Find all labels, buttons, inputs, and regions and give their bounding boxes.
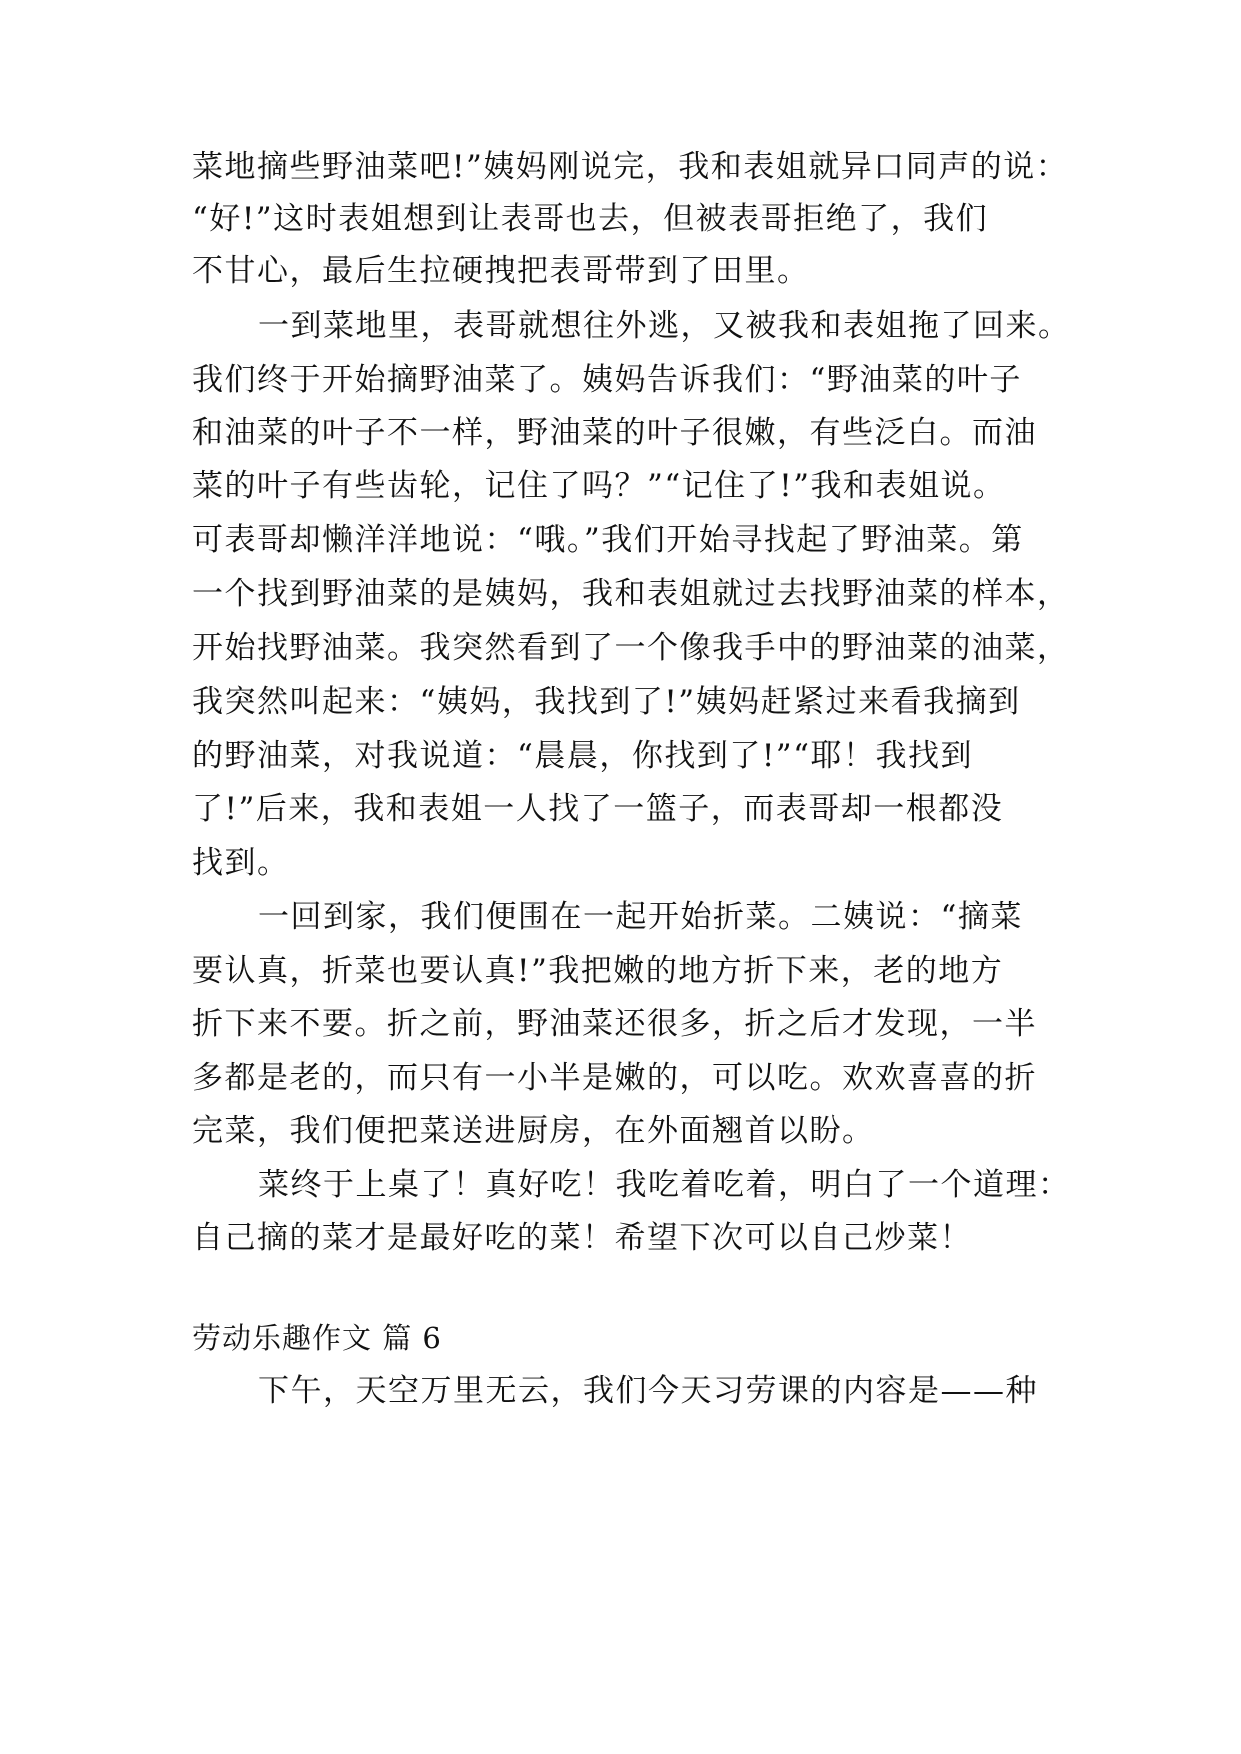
text-line: 折下来不要。折之前，野油菜还很多，折之后才发现，一半 xyxy=(192,1006,1037,1042)
paragraph-first-line: 下午，天空万里无云，我们今天习劳课的内容是——种 xyxy=(258,1373,1038,1409)
text-line: 开始找野油菜。我突然看到了一个像我手中的野油菜的油菜， xyxy=(192,630,1070,666)
text-line: 我们终于开始摘野油菜了。姨妈告诉我们：“野油菜的叶子 xyxy=(192,362,1022,398)
text-line: 自己摘的菜才是最好吃的菜！希望下次可以自己炒菜！ xyxy=(192,1220,972,1256)
text-line: 菜的叶子有些齿轮，记住了吗？”“记住了!”我和表姐说。 xyxy=(192,468,1006,504)
text-line: 的野油菜，对我说道：“晨晨，你找到了!”“耶！我找到 xyxy=(192,738,973,774)
text-line: 多都是老的，而只有一小半是嫩的，可以吃。欢欢喜喜的折 xyxy=(192,1060,1037,1096)
section-title: 劳动乐趣作文 篇 6 xyxy=(192,1321,442,1355)
paragraph-first-line: 菜终于上桌了！真好吃！我吃着吃着，明白了一个道理： xyxy=(258,1167,1071,1203)
paragraph-first-line: 一回到家，我们便围在一起开始折菜。二姨说：“摘菜 xyxy=(258,899,1023,935)
paragraph-first-line: 一到菜地里，表哥就想往外逃，又被我和表姐拖了回来。 xyxy=(258,308,1071,344)
text-line: 要认真，折菜也要认真!”我把嫩的地方折下来，老的地方 xyxy=(192,953,1004,989)
text-line: 和油菜的叶子不一样，野油菜的叶子很嫩，有些泛白。而油 xyxy=(192,415,1037,451)
text-line: 可表哥却懒洋洋地说：“哦。”我们开始寻找起了野油菜。第 xyxy=(192,522,1024,558)
text-line: 不甘心，最后生拉硬拽把表哥带到了田里。 xyxy=(192,253,810,289)
text-line: 一个找到野油菜的是姨妈，我和表姐就过去找野油菜的样本， xyxy=(192,576,1070,612)
text-line: 我突然叫起来：“姨妈，我找到了!”姨妈赶紧过来看我摘到 xyxy=(192,684,1021,720)
text-line: 找到。 xyxy=(192,845,290,881)
text-line: 菜地摘些野油菜吧!”姨妈刚说完，我和表姐就异口同声的说： xyxy=(192,149,1069,185)
text-line: 了!”后来，我和表姐一人找了一篮子，而表哥却一根都没 xyxy=(192,791,1004,827)
text-line: 完菜，我们便把菜送进厨房，在外面翘首以盼。 xyxy=(192,1113,875,1149)
text-line: “好!”这时表姐想到让表哥也去，但被表哥拒绝了，我们 xyxy=(192,201,989,237)
